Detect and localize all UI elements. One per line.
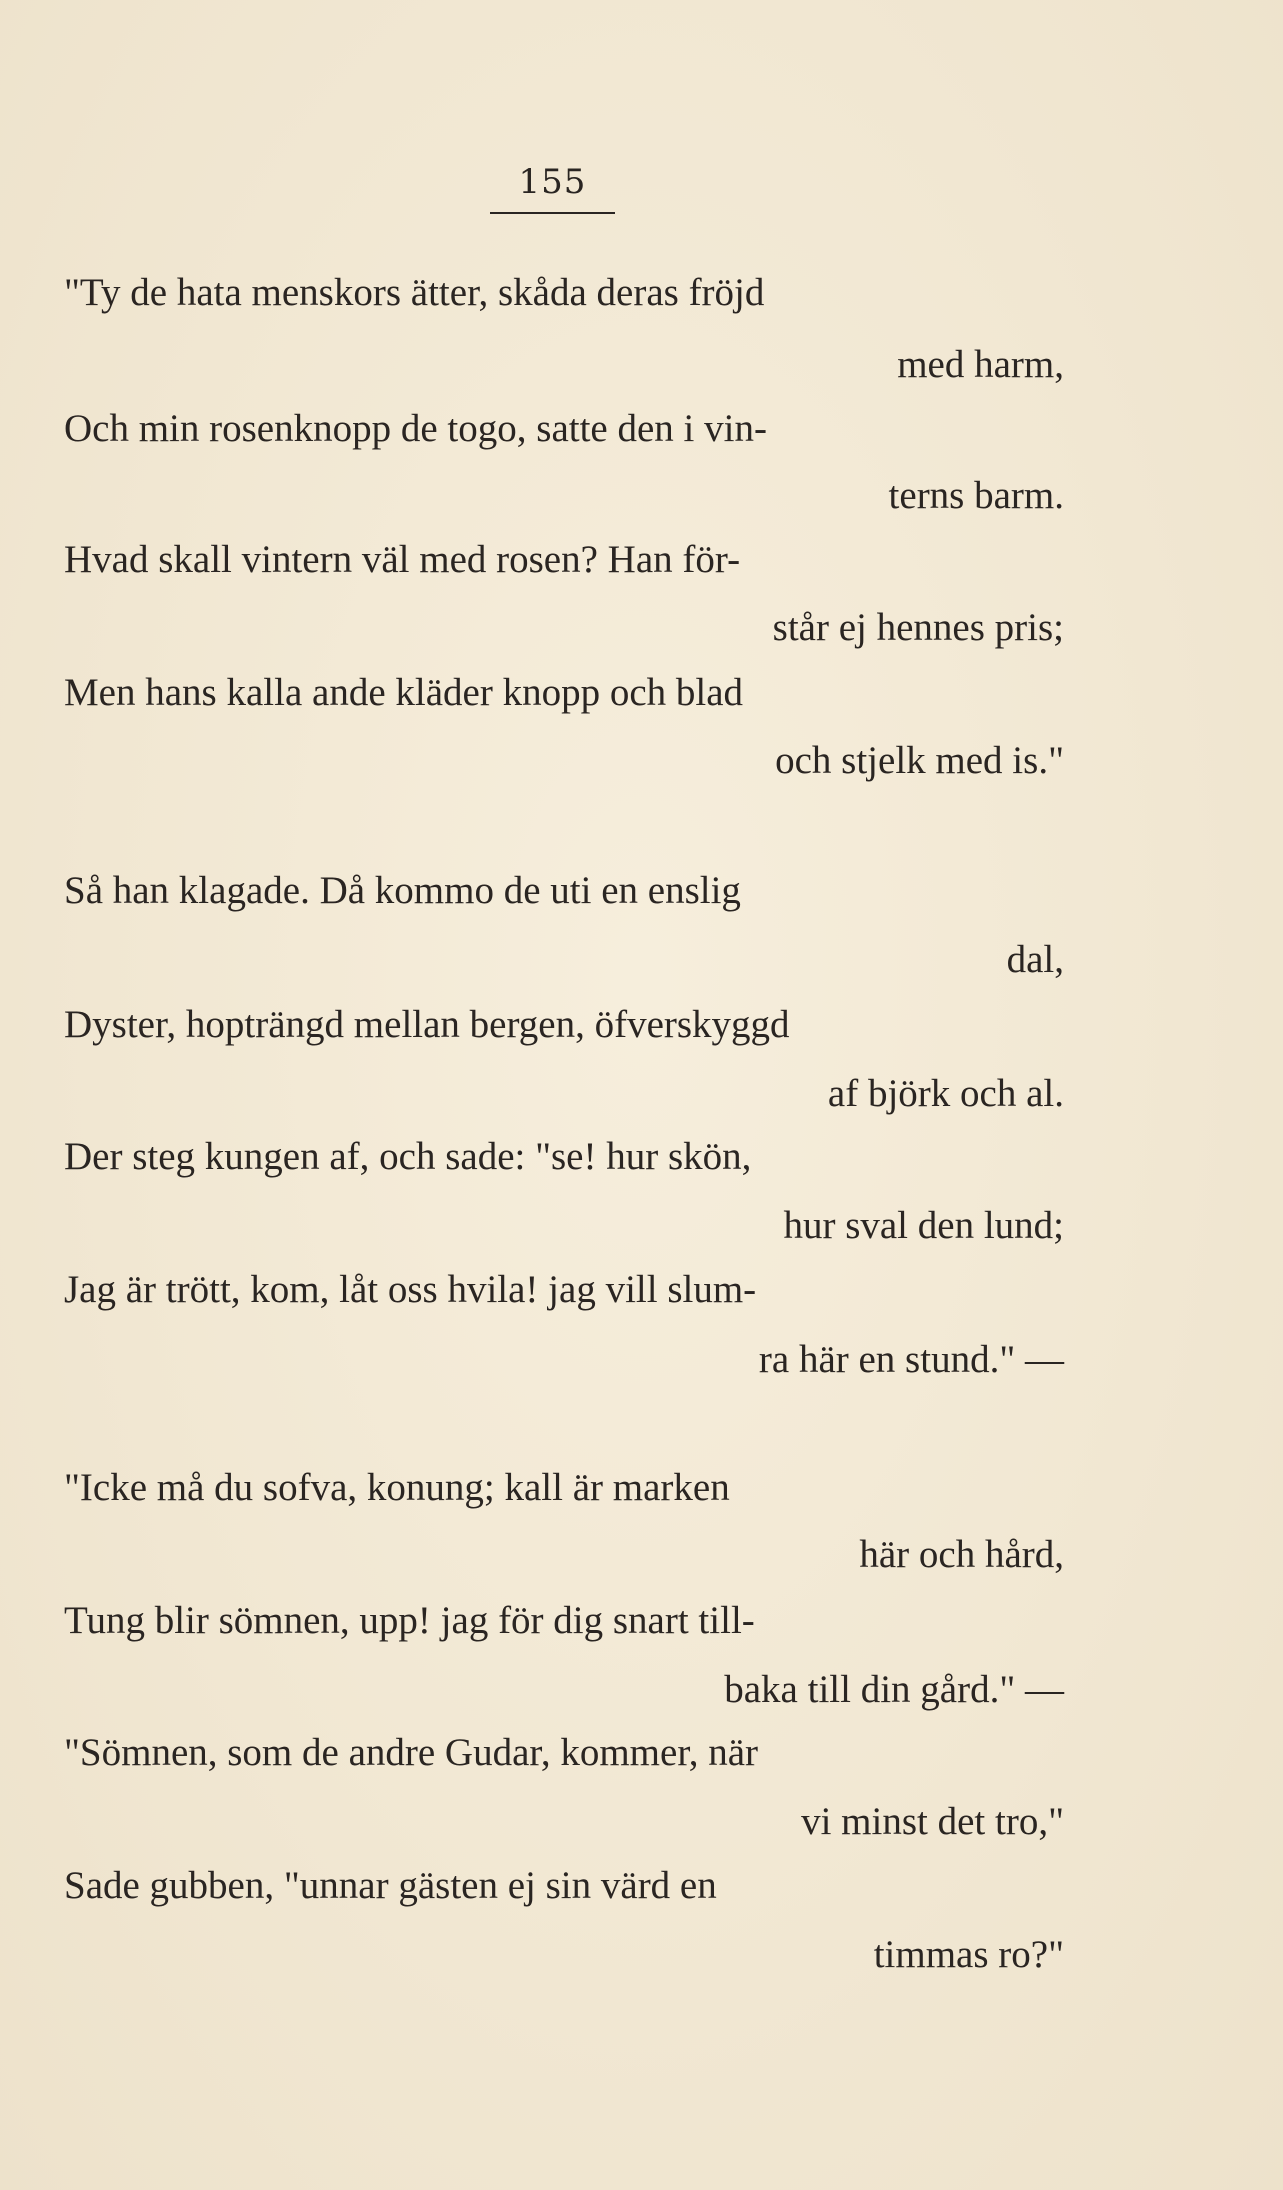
page-number: 155	[518, 162, 587, 202]
verse-line: Hvad skall vintern väl med rosen? Han för-	[64, 538, 741, 581]
verse-line: "Icke må du sofva, konung; kall är marken	[64, 1466, 730, 1509]
verse-line-continuation: och stjelk med is."	[775, 739, 1064, 782]
verse-line: Der steg kungen af, och sade: "se! hur skön,	[64, 1135, 752, 1178]
verse-line: "Ty de hata menskors ätter, skåda deras fröjd	[64, 271, 765, 314]
verse-line: Sade gubben, "unnar gästen ej sin värd en	[64, 1864, 717, 1907]
verse-line: Jag är trött, kom, låt oss hvila! jag vill slum-	[64, 1268, 757, 1311]
verse-line-continuation: hur sval den lund;	[783, 1204, 1064, 1247]
verse-line: Så han klagade. Då kommo de uti en enslig	[64, 869, 741, 912]
verse-line-continuation: timmas ro?"	[873, 1933, 1064, 1976]
verse-line-continuation: ra här en stund." —	[758, 1338, 1064, 1381]
verse-line-continuation: af björk och al.	[827, 1072, 1064, 1115]
verse-line: Dyster, hopträngd mellan bergen, öfverskyggd	[64, 1003, 790, 1046]
verse-line: Tung blir sömnen, upp! jag för dig snart till-	[64, 1599, 755, 1642]
verse-line-continuation: terns barm.	[888, 474, 1064, 517]
verse-line-continuation: här och hård,	[859, 1533, 1064, 1576]
verse-line: "Sömnen, som de andre Gudar, kommer, när	[64, 1731, 759, 1774]
verse-line: Men hans kalla ande kläder knopp och blad	[64, 671, 744, 714]
verse-line-continuation: med harm,	[897, 343, 1064, 386]
verse-line: Och min rosenknopp de togo, satte den i vin-	[64, 407, 767, 450]
verse-line-continuation: baka till din gård." —	[724, 1668, 1064, 1711]
verse-line-continuation: vi minst det tro,"	[801, 1800, 1064, 1843]
page-number-rule	[490, 212, 615, 214]
verse-line-continuation: dal,	[1006, 938, 1064, 981]
verse-line-continuation: står ej hennes pris;	[772, 606, 1064, 649]
